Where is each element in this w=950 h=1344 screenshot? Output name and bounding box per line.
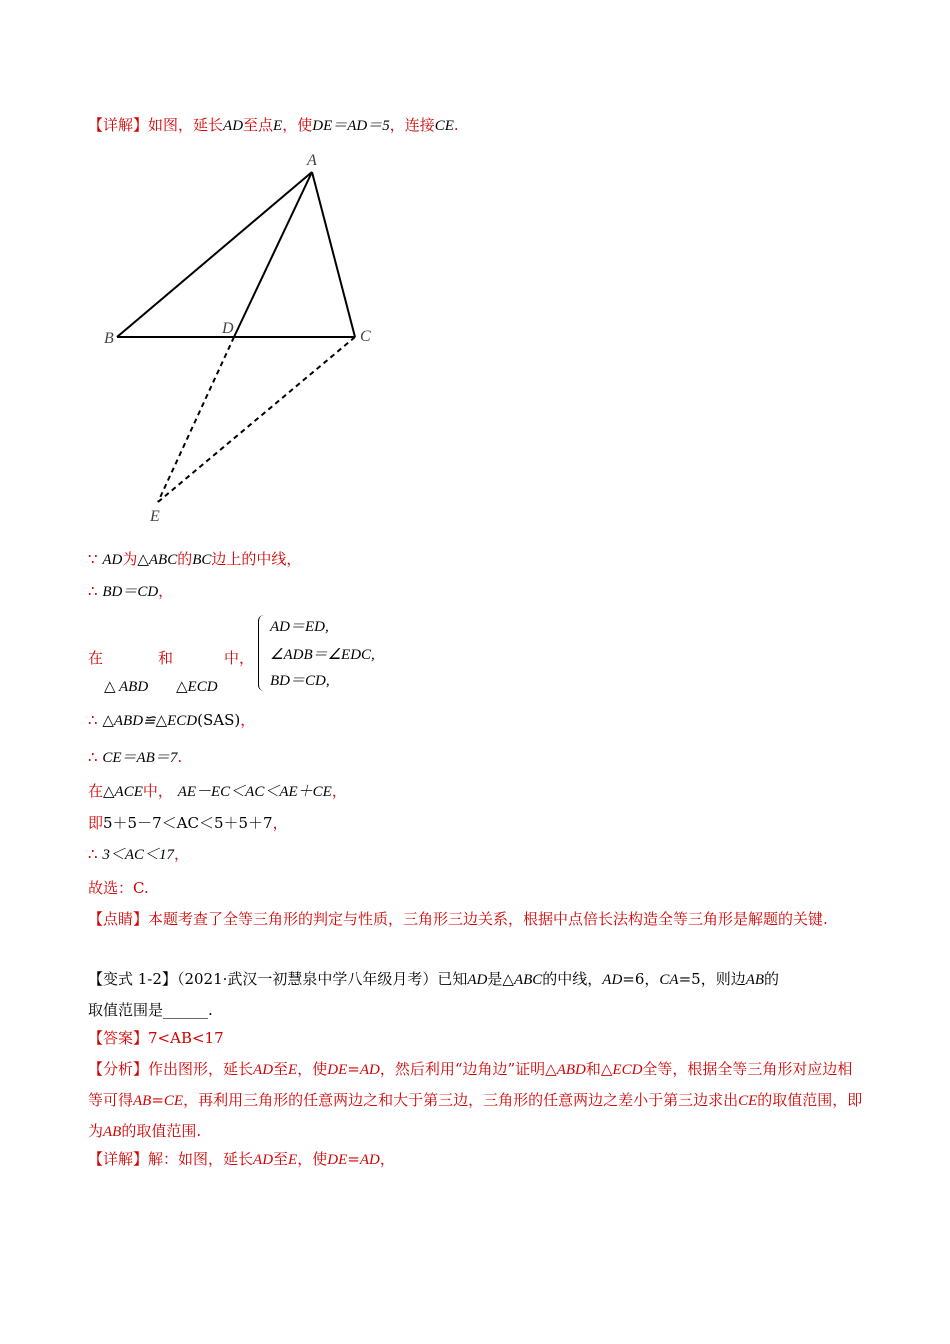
detail-line-2: 【详解】解：如图，延长AD至E，使DE=AD， — [88, 1150, 395, 1168]
analysis-tag: 【分析】 — [88, 1060, 149, 1078]
system-row-1: AD＝ED, — [270, 619, 329, 635]
proof-line-1: ∵ AD为△ABC的BC边上的中线， — [88, 550, 302, 568]
segment-ad — [234, 172, 312, 337]
label-d: D — [222, 320, 234, 337]
triangle-figure — [90, 145, 400, 530]
answer-line: 【答案】7<AB<17 — [88, 1029, 224, 1047]
note-tag: 【点睛】 — [88, 910, 149, 928]
detail2-tag: 【详解】 — [88, 1150, 149, 1168]
detail-tag: 【详解】 — [88, 116, 149, 134]
equation-system — [258, 615, 398, 693]
proof-line-3-he: 和 — [158, 649, 174, 667]
triangle-abd-label: △ ABD — [104, 679, 149, 695]
variant-tag: 【变式 1-2】 — [88, 970, 177, 988]
analysis-paragraph: 【分析】作出图形，延长AD至E，使DE=AD，然后利用“边角边”证明△ABD和△ECD全等，根据全等三角形对应边相等可得AB=CE，再利用三角形的任意两边之和大于第三边，三角形的任意两边之差小于第三边求出CE的取值范围，即为AB的取值范围. — [88, 1060, 863, 1140]
segment-ce — [158, 337, 355, 502]
note-paragraph: 【点睛】本题考查了全等三角形的判定与性质，三角形三边关系，根据中点倍长法构造全等三角形是解题的关键. — [88, 910, 828, 928]
answer-tag: 【答案】 — [88, 1029, 149, 1047]
label-c: C — [360, 328, 371, 345]
segment-ab — [117, 172, 312, 337]
proof-line-4: ∴ △ABD≌△ECD(SAS)， — [88, 711, 256, 729]
system-row-3: BD＝CD, — [270, 673, 330, 689]
segment-de — [158, 337, 234, 502]
proof-conclusion: 故选：C. — [88, 879, 149, 897]
label-a: A — [307, 152, 317, 169]
proof-line-3-zai: 在 — [88, 649, 104, 667]
proof-line-3-zhong: 中， — [224, 649, 255, 667]
proof-line-7: 即5＋5－7＜AC＜5＋5＋7， — [88, 814, 288, 832]
variant-paragraph: 【变式 1-2】（2021·武汉一初慧泉中学八年级月考）已知AD是△ABC的中线，AD=6，CA=5，则边AB的 取值范围是______. — [88, 970, 780, 1019]
detail-line-1: 【详解】如图，延长AD至点E，使DE＝AD＝5，连接CE. — [88, 116, 459, 134]
proof-line-2: ∴ BD＝CD， — [88, 582, 174, 600]
triangle-ecd-label: △ECD — [176, 679, 218, 695]
system-brace — [258, 615, 267, 691]
label-b: B — [104, 330, 114, 347]
label-e: E — [150, 508, 160, 525]
proof-line-8: ∴ 3＜AC＜17， — [88, 845, 190, 863]
proof-line-6: 在△ACE中， AE－EC＜AC＜AE＋CE， — [88, 782, 347, 800]
system-row-2: ∠ADB＝∠EDC, — [270, 647, 375, 663]
segment-ac — [312, 172, 355, 337]
proof-line-5: ∴ CE＝AB＝7. — [88, 748, 183, 766]
